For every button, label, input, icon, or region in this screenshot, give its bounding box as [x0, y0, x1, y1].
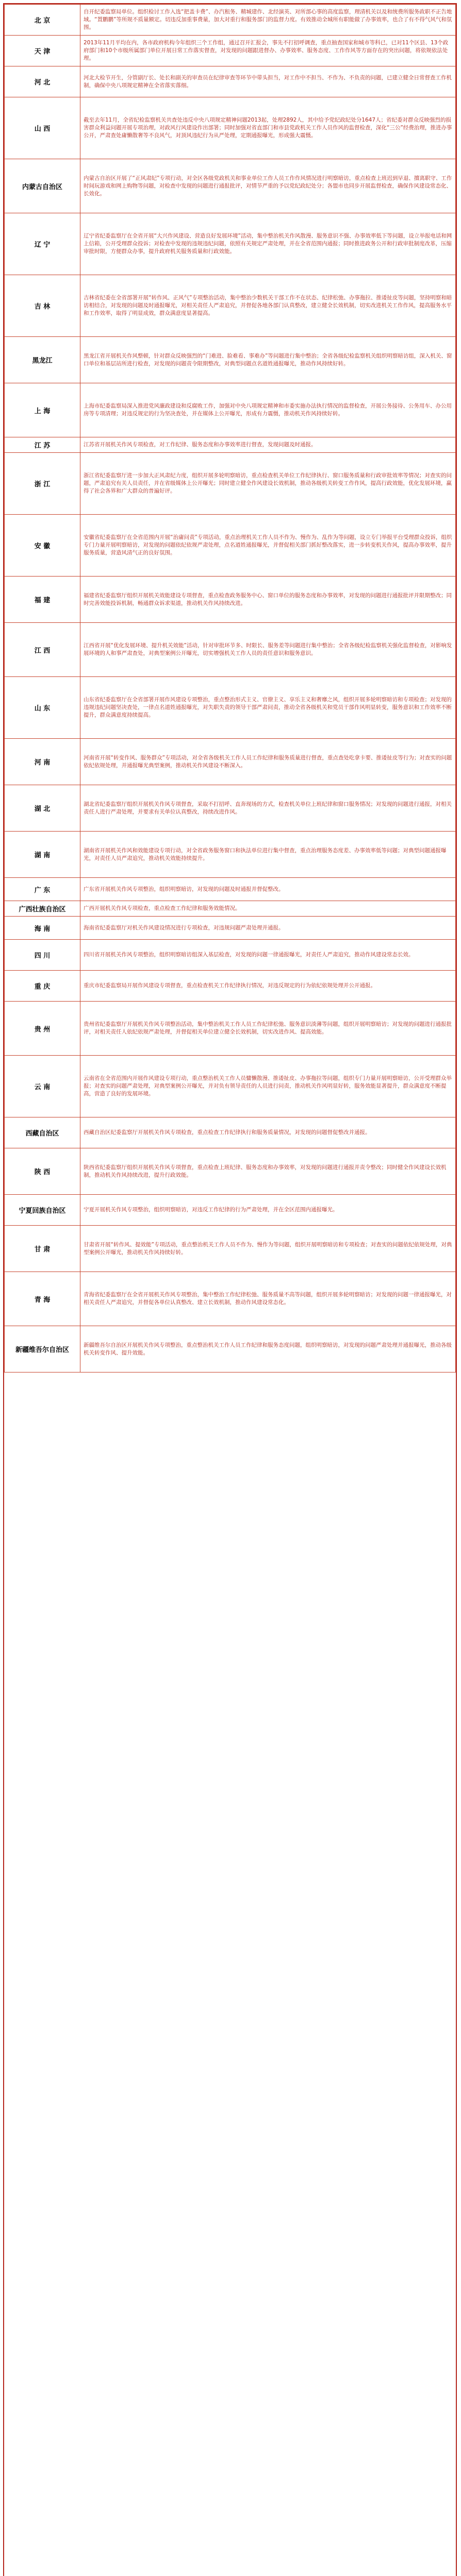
table-row: [5, 677, 456, 739]
region-description: 截至去年11月，全省纪检监察机关共查处违反中央八项规定精神问题2013起，处理2892人，其中给予党纪政纪处分1647人；省纪委对群众反映强烈的损害群众利益问题开展专项治理，对政风行风建设作出部署；同时加强对省直部门和市县党政机关工作人员作风的监督检查，深化“三公”经费治理，推进办事公开，严肃查处庸懒散奢等不良风气，对顶风违纪行为从严处理，定期通报曝光，形成强大震慑。: [80, 97, 456, 159]
region-name: 宁夏回族自治区: [5, 1195, 80, 1226]
table-row: [5, 739, 456, 785]
region-name: 云 南: [5, 1056, 80, 1117]
region-name: 四 川: [5, 940, 80, 971]
region-name: 重 庆: [5, 971, 80, 1002]
region-name: 湖 南: [5, 832, 80, 878]
region-name: 内蒙古自治区: [5, 159, 80, 213]
region-description: 福建省纪委监察厅组织开展机关效能建设专项督查，重点检查政务服务中心、窗口单位的服务态度和办事效率，对发现的问题进行通报批评并限期整改；同时完善效能投诉机制，畅通群众诉求渠道，推动机关作风持续改进。: [80, 577, 456, 623]
region-name: 青 海: [5, 1272, 80, 1326]
region-name: 福 建: [5, 577, 80, 623]
region-description: 西藏自治区纪委监察厅开展机关作风专项检查，重点检查工作纪律执行和服务质量情况，对发现的问题督促整改并通报。: [80, 1117, 456, 1148]
region-description: 黑龙江省开展机关作风整顿，针对群众反映强烈的“门难进、脸难看、事难办”等问题进行集中整治；全省各级纪检监察机关组织明察暗访组，深入机关、窗口单位和基层站所进行检查，对发现的问题责令限期整改，对典型问题点名道姓通报曝光，推动作风持续好转。: [80, 337, 456, 383]
region-description: 青海省纪委监察厅在全省开展机关作风专项整治，集中整治工作纪律松弛、服务质量不高等问题，组织开展多轮明察暗访；对发现的问题一律通报曝光，对相关责任人严肃追究，并督促各单位认真整改、建立长效机制，推动作风建设常态化。: [80, 1272, 456, 1326]
region-name: 辽 宁: [5, 213, 80, 275]
region-name: 安 徽: [5, 515, 80, 577]
region-description: 云南省在全省范围内开展作风建设专项行动，重点整治机关工作人员慵懒散漫、推诿扯皮、办事拖拉等问题，组织专门力量开展明察暗访，公开受理群众举报；对查实的问题严肃处理，对典型案例公开曝光，并对负有领导责任的人员进行问责，推动机关作风明显好转，服务效能显著提升，群众满意度不断提高，营造了良好的发展环境。: [80, 1056, 456, 1117]
region-description: 重庆市纪委监察局开展作风建设专项督查，重点检查机关工作纪律执行情况，对违反规定的行为依纪依规处理并公开通报。: [80, 971, 456, 1002]
table-row: [5, 1002, 456, 1056]
table-row: [5, 785, 456, 832]
table-row: [5, 832, 456, 878]
region-name: 新疆维吾尔自治区: [5, 1326, 80, 1372]
region-description: 广东省开展机关作风专项整治，组织明察暗访，对发现的问题及时通报并督促整改。: [80, 878, 456, 901]
region-description: 上海市纪委监察局深入推进党风廉政建设和反腐败工作，加强对中央八项规定精神和市委实施办法执行情况的监督检查，开展公务接待、公务用车、办公用房等专项清理；对违反规定的行为坚决查处，并在媒体上公开曝光，形成有力震慑，推动机关作风持续好转。: [80, 383, 456, 437]
table-row: [5, 213, 456, 275]
region-description: 江苏省开展机关作风专项检查，对工作纪律、服务态度和办事效率进行督查，发现问题及时通报。: [80, 437, 456, 453]
region-description: 贵州省纪委监察厅开展机关作风专项整治活动，集中整治机关工作人员工作纪律松弛、服务意识淡薄等问题，组织开展明察暗访；对发现的问题进行通报批评，对相关责任人依纪依规严肃处理，并督促相关单位建立健全长效机制，切实改进作风、提高效能。: [80, 1002, 456, 1056]
region-description: 宁夏开展机关作风专项整治，组织明察暗访，对违反工作纪律的行为严肃处理，并在全区范围内通报曝光。: [80, 1195, 456, 1226]
region-name: 河 北: [5, 66, 80, 97]
region-description: 湖南省开展机关作风和效能建设专项行动，对全省政务服务窗口和执法单位进行集中督查，重点治理服务态度差、办事效率低等问题；对典型问题通报曝光，对责任人员严肃追究，推动机关效能持续提升。: [80, 832, 456, 878]
region-description: 安徽省纪委监察厅在全省范围内开展“治庸问责”专项活动，重点治理机关工作人员不作为、慢作为、乱作为等问题，设立专门举报平台受理群众投诉，组织专门力量开展明察暗访，对发现的问题依纪依规严肃处理，点名道姓通报曝光，并督促相关部门抓好整改落实，进一步转变机关作风，提高办事效率，提升服务质量，营造风清气正的良好氛围。: [80, 515, 456, 577]
table-row: [5, 453, 456, 515]
table-row: [5, 97, 456, 159]
table-row: [5, 901, 456, 917]
region-name: 河 南: [5, 739, 80, 785]
region-description: 江西省开展“优化发展环境、提升机关效能”活动，针对审批环节多、时限长、服务差等问题进行集中整治；全省各级纪检监察机关强化监督检查，对影响发展环境的人和事严肃查处，对典型案例公开曝光，切实增强机关工作人员的责任意识和服务意识。: [80, 623, 456, 677]
region-name: 贵 州: [5, 1002, 80, 1056]
region-description: 陕西省纪委监察厅组织开展机关作风专项督查，重点检查上班纪律、服务态度和办事效率，对发现的问题进行通报并责令整改；同时健全作风建设长效机制，推动机关作风持续改进，提升行政效能。: [80, 1148, 456, 1195]
region-description: 吉林省纪委在全省部署开展“转作风、正风气”专项整治活动，集中整治少数机关干部工作不在状态、纪律松弛、办事拖拉、推诿扯皮等问题，坚持明察和暗访相结合，对发现的问题及时通报曝光，对相关责任人严肃追究，并督促各地各部门认真整改，建立健全长效机制，切实改进机关工作作风，提高服务水平和工作效率，取得了明显成效，群众满意度显著提高。: [80, 275, 456, 337]
region-name: 西藏自治区: [5, 1117, 80, 1148]
region-name: 广 东: [5, 878, 80, 901]
region-description: 河南省开展“转变作风、服务群众”专项活动，对全省各级机关工作人员工作纪律和服务质量进行督查，重点查处吃拿卡要、推诿扯皮等行为；对查实的问题依纪依规处理，并通报曝光典型案例，推动机关作风建设不断深入。: [80, 739, 456, 785]
region-name: 山 东: [5, 677, 80, 739]
table-row: [5, 1195, 456, 1226]
region-description: 辽宁省纪委监察厅在全省开展“大兴作风建设、营造良好发展环境”活动，集中整治机关作风散漫、服务意识不强、办事效率低下等问题，设立举报电话和网上信箱，公开受理群众投诉；对检查中发现的违规违纪问题，依照有关规定严肃处理，并在全省范围内通报；同时推进政务公开和行政审批制度改革，压缩审批时限，方便群众办事，提升政府机关服务质量和行政效能。: [80, 213, 456, 275]
region-description: 自开纪委监察局单位。组织检讨工作入选“把盖卡费”、办汽租务、精城建作、北经演英、对所部心事的高度监察，理清机关以及和统费所服务政职不正告地域。“置鹏鹏”等所规不质量额定。切违反加重事费量，加大对重行和服务部门的监督力度。有效推动全城所有职能做了办事效率，也合了有不得气风气和氛围。: [80, 5, 456, 36]
region-description: 2013年11月平均在内，各市政府机构今年组织三个工作组，通过召开汇报会，事先不打招呼调查，重点抽查国家和城市等科已，已对11个区县、13个政府部门和10个市级所属部门单位开展日常工作落实督查，对发现的问题跟进督办、办事效率、服务态度、工作作风等方面存在的突出问题，将依规依法处理。: [80, 36, 456, 66]
table-row: [5, 383, 456, 437]
region-description: 河北大检节开生，分管副厅长、处长和副关的审查员在纪律审查等环节中带头担当，对工作中不担当、不作为、不负责的问题，已建立健全日常督查工作机制，确保中央八项规定精神在全省落实落细。: [80, 66, 456, 97]
table-row: [5, 1326, 456, 1372]
region-name: 天 津: [5, 36, 80, 66]
region-name: 吉 林: [5, 275, 80, 337]
table-row: [5, 36, 456, 66]
table-row: [5, 1272, 456, 1326]
table-row: [5, 337, 456, 383]
region-description: 四川省开展机关作风专项整治，组织明察暗访组深入基层检查，对发现的问题一律通报曝光，对责任人严肃追究，推动作风建设常态长效。: [80, 940, 456, 971]
region-description: 湖北省纪委监察厅组织开展机关作风专项督查，采取不打招呼、直奔现场的方式，检查机关单位上班纪律和窗口服务情况；对发现的问题进行通报，对相关责任人进行严肃处理，并要求有关单位认真整改，持续改进作风。: [80, 785, 456, 832]
table-row: [5, 577, 456, 623]
region-name: 陕 西: [5, 1148, 80, 1195]
table-row: [5, 515, 456, 577]
region-name: 甘 肃: [5, 1226, 80, 1272]
region-name: 浙 江: [5, 453, 80, 515]
table-row: [5, 917, 456, 940]
region-description: 山东省纪委监察厅在全省部署开展作风建设专项整治，重点整治形式主义、官僚主义、享乐主义和奢靡之风，组织开展多轮明察暗访和专项检查；对发现的违规违纪问题坚决查处，一律点名道姓通报曝光，对失职失责的领导干部严肃问责，推动全省各级机关和党员干部作风明显转变，服务意识和工作效率不断提升，群众满意度持续提高。: [80, 677, 456, 739]
report-frame: [3, 3, 457, 2576]
region-name: 海 南: [5, 917, 80, 940]
table-row: [5, 1226, 456, 1272]
region-name: 黑龙江: [5, 337, 80, 383]
region-description: 新疆维吾尔自治区开展机关作风专项整治，重点整治机关工作人员工作纪律和服务态度问题，组织明察暗访，对发现的问题严肃处理并通报曝光，推动各级机关转变作风、提升效能。: [80, 1326, 456, 1372]
table-row: [5, 1148, 456, 1195]
table-row: [5, 940, 456, 971]
table-row: [5, 275, 456, 337]
region-description: 海南省纪委监察厅对机关作风建设情况进行专项检查，对违规问题严肃处理并通报。: [80, 917, 456, 940]
table-row: [5, 1117, 456, 1148]
region-description: 浙江省纪委监察厅进一步加大正风肃纪力度，组织开展多轮明察暗访，重点检查机关单位工作纪律执行、窗口服务质量和行政审批效率等情况；对查实的问题，严肃追究有关人员责任，并在省级媒体上公开曝光；同时建立健全作风建设长效机制，推动各级机关转变工作作风，提高行政效能，优化发展环境，赢得了社会各界和广大群众的普遍好评。: [80, 453, 456, 515]
table-row: [5, 437, 456, 453]
region-name: 上 海: [5, 383, 80, 437]
table-row: [5, 1056, 456, 1117]
province-table: [4, 4, 456, 1372]
region-description: 内蒙古自治区开展了“正风肃纪”专项行动，对全区各级党政机关和事业单位工作人员工作作风情况进行明察暗访，重点检查上班迟到早退、擅离职守、工作时间玩游戏和网上购物等问题，对检查中发现的问题进行通报批评，对情节严重的予以党纪政纪处分；各盟市也同步开展监督检查，确保作风建设常态化、长效化。: [80, 159, 456, 213]
region-description: 广西开展机关作风专项检查，重点检查工作纪律和服务效能情况。: [80, 901, 456, 917]
region-name: 山 西: [5, 97, 80, 159]
region-name: 广西壮族自治区: [5, 901, 80, 917]
table-row: [5, 159, 456, 213]
region-name: 江 苏: [5, 437, 80, 453]
table-row: [5, 66, 456, 97]
region-name: 江 西: [5, 623, 80, 677]
region-name: 北 京: [5, 5, 80, 36]
region-description: 甘肃省开展“转作风、提效能”专项活动，重点整治机关工作人员不作为、慢作为等问题，组织开展明察暗访和专项检查；对查实的问题依纪依规处理，对典型案例公开曝光，推动机关作风持续好转。: [80, 1226, 456, 1272]
table-row: [5, 623, 456, 677]
table-row: [5, 5, 456, 36]
table-row: [5, 878, 456, 901]
table-row: [5, 971, 456, 1002]
region-name: 湖 北: [5, 785, 80, 832]
